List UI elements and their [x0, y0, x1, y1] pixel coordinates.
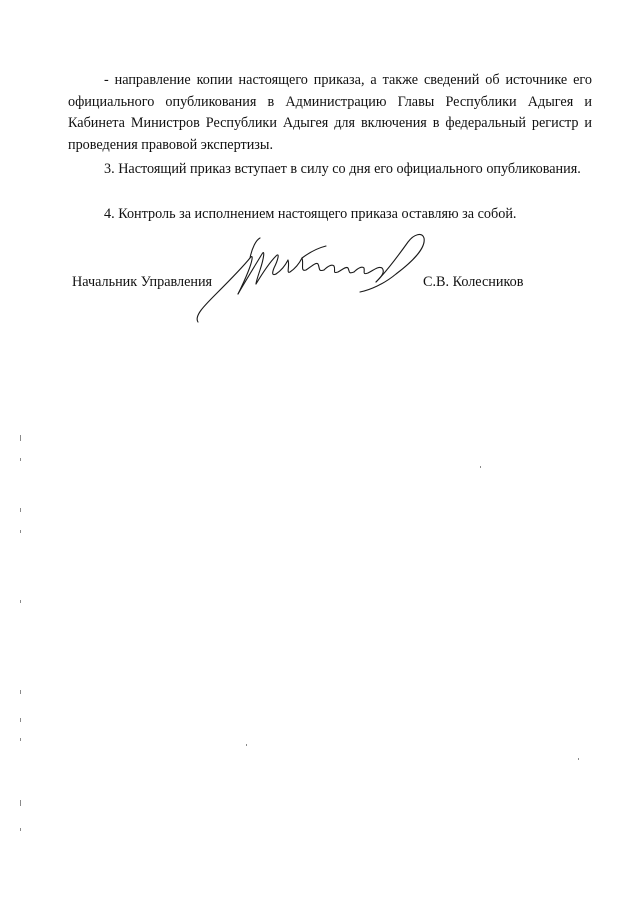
scan-artifact	[20, 530, 21, 533]
paragraph-text: 3. Настоящий приказ вступает в силу со дня его официального опубликования.	[104, 161, 581, 177]
scan-artifact	[20, 458, 21, 461]
scan-artifact	[246, 744, 247, 746]
scan-artifact	[20, 718, 21, 722]
signatory-name: С.В. Колесников	[423, 274, 524, 290]
scan-artifact	[20, 690, 21, 694]
scan-artifact	[480, 466, 481, 468]
scan-artifact	[20, 435, 21, 441]
paragraph-text: - направление копии настоящего приказа, а также сведений об источнике его официального опубликования в Администрацию Главы Республики Адыгея и Кабинета Министров Республики Адыгея для включения в федеральный регистр и проведения правовой экспертизы.	[68, 72, 592, 153]
handwritten-signature	[190, 228, 440, 326]
paragraph-text: 4. Контроль за исполнением настоящего приказа оставляю за собой.	[104, 206, 517, 222]
paragraph-effective-date	[68, 159, 592, 181]
paragraph-control	[68, 204, 592, 226]
signatory-position: Начальник Управления	[72, 274, 213, 290]
scan-artifact	[20, 508, 21, 512]
scan-artifact	[20, 828, 21, 831]
scan-artifact	[20, 600, 21, 603]
scan-artifact	[578, 758, 579, 760]
scan-artifact	[20, 738, 21, 741]
paragraph-copy-direction	[68, 70, 592, 156]
scan-artifact	[20, 800, 21, 806]
